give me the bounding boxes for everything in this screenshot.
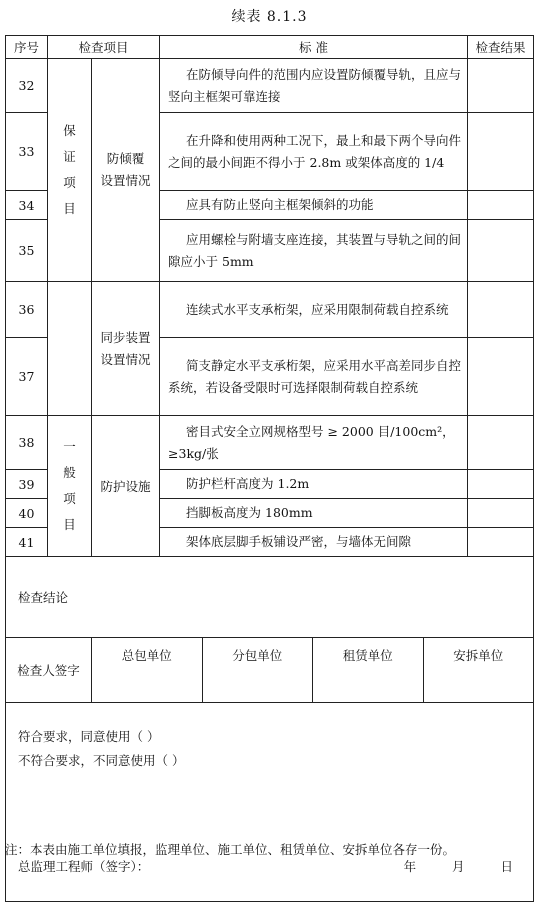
result-cell[interactable] bbox=[468, 282, 534, 338]
table-row bbox=[6, 59, 534, 113]
result-cell[interactable] bbox=[468, 113, 534, 191]
standard-text: 连续式水平支承桁架，应采用限制荷载自控系统 bbox=[160, 282, 468, 338]
header-row bbox=[6, 36, 534, 59]
result-cell[interactable] bbox=[468, 528, 534, 557]
header-result: 检查结果 bbox=[468, 36, 534, 59]
result-cell[interactable] bbox=[468, 220, 534, 282]
row-number: 34 bbox=[6, 191, 48, 220]
row-number: 32 bbox=[6, 59, 48, 113]
result-cell[interactable] bbox=[468, 499, 534, 528]
inspector-label: 检查人签字 bbox=[6, 638, 92, 703]
unit-general-contractor[interactable]: 总包单位 bbox=[121, 648, 172, 663]
result-cell[interactable] bbox=[468, 470, 534, 499]
standard-text: 密目式安全立网规格型号 ≥ 2000 目/100cm²，≥3kg/张 bbox=[160, 416, 468, 470]
agree-option[interactable]: 符合要求，同意使用（ ） bbox=[18, 729, 160, 744]
result-cell[interactable] bbox=[468, 59, 534, 113]
unit-signatures bbox=[92, 638, 534, 703]
standard-text: 应具有防止竖向主框架倾斜的功能 bbox=[160, 191, 468, 220]
unit-installer[interactable]: 安拆单位 bbox=[423, 638, 534, 702]
inspection-table bbox=[5, 35, 534, 902]
header-seq: 序号 bbox=[6, 36, 48, 59]
standard-text: 应用螺栓与附墙支座连接，其装置与导轨之间的间隙应小于 5mm bbox=[160, 220, 468, 282]
result-cell[interactable] bbox=[468, 338, 534, 416]
table-row bbox=[6, 282, 534, 338]
approval-block bbox=[6, 703, 534, 902]
row-number: 38 bbox=[6, 416, 48, 470]
subitem-anti-overturn: 防倾覆 设置情况 bbox=[92, 59, 160, 282]
disagree-option[interactable]: 不符合要求，不同意使用（ ） bbox=[18, 753, 185, 768]
standard-text: 在防倾导向件的范围内应设置防倾覆导轨，且应与竖向主框架可靠连接 bbox=[160, 59, 468, 113]
unit-lessor[interactable]: 租赁单位 bbox=[312, 638, 423, 702]
row-number: 36 bbox=[6, 282, 48, 338]
group-guarantee: 保 证 项 目 bbox=[48, 59, 92, 282]
standard-text: 在升降和使用两种工况下，最上和最下两个导向件之间的最小间距不得小于 2.8m 或架体高度的 1/4 bbox=[160, 113, 468, 191]
row-number: 40 bbox=[6, 499, 48, 528]
table-note: 注：本表由施工单位填报，监理单位、施工单位、租赁单位、安拆单位各存一份。 bbox=[5, 842, 456, 857]
header-item: 检查项目 bbox=[48, 36, 160, 59]
row-number: 33 bbox=[6, 113, 48, 191]
row-number: 37 bbox=[6, 338, 48, 416]
table-row bbox=[6, 416, 534, 470]
inspector-row bbox=[6, 638, 534, 703]
row-number: 39 bbox=[6, 470, 48, 499]
date-field[interactable]: 年 月 日 bbox=[403, 859, 514, 874]
result-cell[interactable] bbox=[468, 416, 534, 470]
standard-text: 防护栏杆高度为 1.2m bbox=[160, 470, 468, 499]
row-number: 35 bbox=[6, 220, 48, 282]
group-general: 一 般 项 目 bbox=[48, 416, 92, 557]
supervisor-signature[interactable]: 总监理工程师（签字）： bbox=[18, 859, 150, 874]
standard-text: 架体底层脚手板铺设严密，与墙体无间隙 bbox=[160, 528, 468, 557]
approval-row bbox=[6, 703, 534, 902]
subitem-protection: 防护设施 bbox=[92, 416, 160, 557]
header-standard: 标 准 bbox=[160, 36, 468, 59]
unit-subcontractor[interactable]: 分包单位 bbox=[202, 638, 313, 702]
group-guarantee-cont bbox=[48, 282, 92, 416]
conclusion-label: 检查结论 bbox=[6, 557, 534, 638]
table-title: 续表 8.1.3 bbox=[231, 9, 308, 25]
standard-text: 挡脚板高度为 180mm bbox=[160, 499, 468, 528]
result-cell[interactable] bbox=[468, 191, 534, 220]
row-number: 41 bbox=[6, 528, 48, 557]
subitem-sync: 同步装置 设置情况 bbox=[92, 282, 160, 416]
standard-text: 简支静定水平支承桁架，应采用水平高差同步自控系统，若设备受限时可选择限制荷载自控系统 bbox=[160, 338, 468, 416]
conclusion-row bbox=[6, 557, 534, 638]
